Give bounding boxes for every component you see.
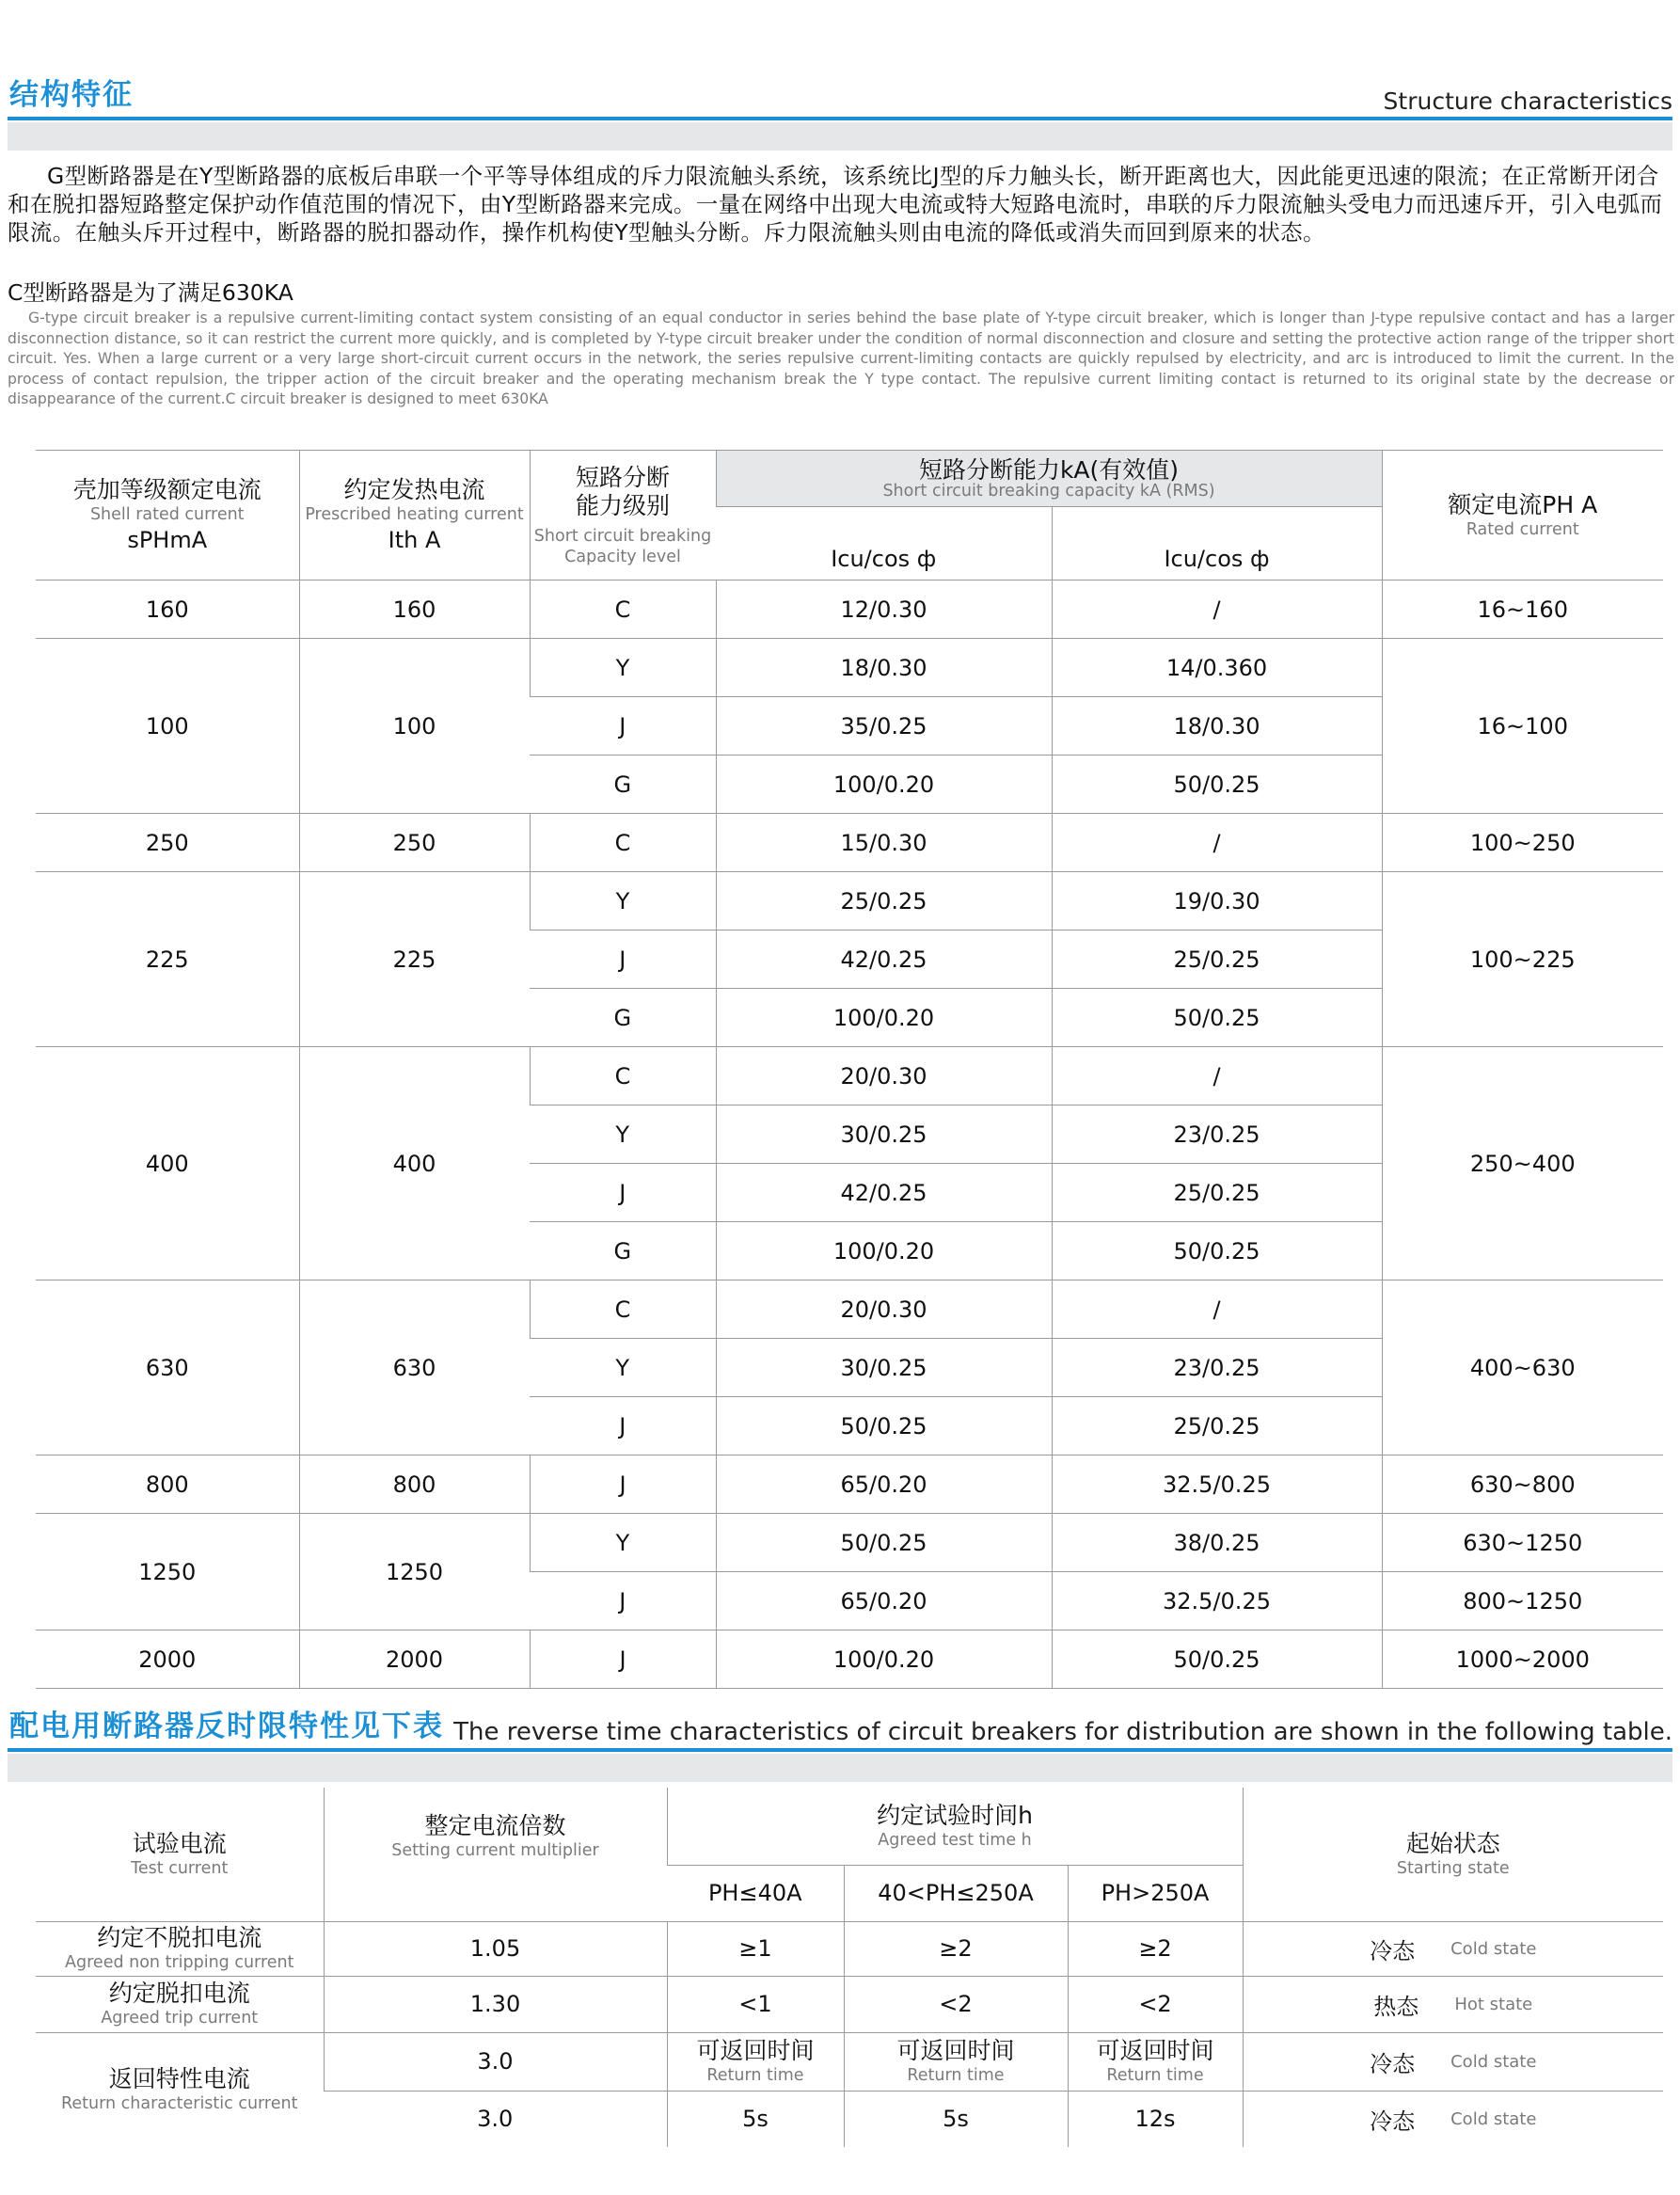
cell-icu-1: 25/0.25 (716, 872, 1052, 930)
cell-level: Y (530, 1514, 716, 1572)
header-multiplier: 整定电流倍数 Setting current multiplier (324, 1788, 667, 1921)
section-title-cn: 结构特征 (9, 78, 134, 112)
cell-icu-2: / (1052, 1047, 1382, 1105)
cell-level: C (530, 1047, 716, 1105)
header-rated-current: 额定电流PH A Rated current (1382, 451, 1663, 581)
cell-icu-1: 42/0.25 (716, 1164, 1052, 1222)
cell-heating-current: 800 (299, 1455, 530, 1514)
cell-level: J (530, 1164, 716, 1222)
section-title-en: The reverse time characteristics of circuit breakers for distribution are shown in the following table. (453, 1718, 1672, 1746)
cell-icu-2: 25/0.25 (1052, 1397, 1382, 1455)
table-row (36, 872, 1663, 930)
cell-level: Y (530, 639, 716, 697)
table-row (36, 1455, 1663, 1514)
header-test-current: 试验电流 Test current (36, 1788, 324, 1921)
section-rule (8, 1748, 1672, 1752)
cell-level: C (530, 581, 716, 639)
cell-shell-current: 800 (36, 1455, 299, 1514)
cell-level: Y (530, 1339, 716, 1397)
cell-level: Y (530, 872, 716, 930)
breaking-capacity-table (36, 450, 1663, 1689)
cell-icu-2: 18/0.30 (1052, 697, 1382, 756)
cell-icu-1: 100/0.20 (716, 989, 1052, 1047)
header-starting-state: 起始状态 Starting state (1243, 1788, 1663, 1921)
cell-icu-1: 65/0.20 (716, 1572, 1052, 1630)
section-rule (8, 117, 1672, 120)
cell-icu-2: 23/0.25 (1052, 1105, 1382, 1164)
grey-band (8, 122, 1672, 151)
table-row: 返回特性电流 Return characteristic current 3.0 可返回时间 Return time 可返回时间 Return time 可返回时间 Return time 冷态 Cold state (36, 2032, 1663, 2091)
cell-icu-2: 32.5/0.25 (1052, 1455, 1382, 1514)
cell-shell-current: 100 (36, 639, 299, 814)
cell-icu-2: / (1052, 814, 1382, 872)
cell-level: G (530, 989, 716, 1047)
cell-icu-1: 35/0.25 (716, 697, 1052, 756)
cell-icu-1: 30/0.25 (716, 1339, 1052, 1397)
cell-level: C (530, 814, 716, 872)
cell-heating-current: 1250 (299, 1514, 530, 1630)
reverse-time-table (36, 1788, 1663, 2147)
header-col-ph250: 40<PH≤250A (844, 1865, 1068, 1921)
cell-heating-current: 160 (299, 581, 530, 639)
cell-icu-1: 12/0.30 (716, 581, 1052, 639)
cell-level: J (530, 1455, 716, 1514)
table-row (36, 1514, 1663, 1572)
table-row (36, 814, 1663, 872)
cell-shell-current: 250 (36, 814, 299, 872)
cell-shell-current: 630 (36, 1280, 299, 1455)
section-title-en: Structure characteristics (1383, 87, 1672, 115)
cell-level: G (530, 756, 716, 814)
cell-icu-1: 18/0.30 (716, 639, 1052, 697)
cell-icu-1: 20/0.30 (716, 1047, 1052, 1105)
cell-level: J (530, 1630, 716, 1689)
cell-icu-2: 50/0.25 (1052, 989, 1382, 1047)
intro-line-cn: C型断路器是为了满足630KA (8, 279, 293, 306)
cell-icu-1: 65/0.20 (716, 1455, 1052, 1514)
intro-paragraph-cn: G型断路器是在Y型断路器的底板后串联一个平等导体组成的斥力限流触头系统，该系统比J型的斥力触头长，断开距离也大，因此能更迅速的限流；在正常断开闭合和在脱扣器短路整定保护动作值范围的情况下，由Y型断路器来完成。一量在网络中出现大电流或特大短路电流时，串联的斥力限流触头受电力而迅速斥开，引入电弧而限流。在触头斥开过程中，断路器的脱扣器动作，操作机构使Y型触头分断。斥力限流触头则由电流的降低或消失而回到原来的状态。 (8, 163, 1663, 246)
cell-icu-2: 32.5/0.25 (1052, 1572, 1382, 1630)
cell-level: G (530, 1222, 716, 1280)
cell-shell-current: 2000 (36, 1630, 299, 1689)
cell-icu-1: 50/0.25 (716, 1514, 1052, 1572)
cell-icu-2: 19/0.30 (1052, 872, 1382, 930)
header-col-ph40: PH≤40A (667, 1865, 844, 1921)
cell-icu-1: 20/0.30 (716, 1280, 1052, 1339)
cell-icu-1: 100/0.20 (716, 1630, 1052, 1689)
section-header-reverse-time (8, 1694, 1672, 1752)
cell-icu-2: 38/0.25 (1052, 1514, 1382, 1572)
cell-shell-current: 400 (36, 1047, 299, 1280)
cell-icu-1: 42/0.25 (716, 930, 1052, 989)
table-row: 约定不脱扣电流 Agreed non tripping current 1.05 ≥1 ≥2 ≥2 冷态 Cold state (36, 1921, 1663, 1976)
cell-rated-current: 16~160 (1382, 581, 1663, 639)
cell-heating-current: 2000 (299, 1630, 530, 1689)
cell-level: J (530, 697, 716, 756)
section-title-cn: 配电用断路器反时限特性见下表 (9, 1710, 444, 1743)
cell-icu-1: 100/0.20 (716, 1222, 1052, 1280)
cell-icu-1: 30/0.25 (716, 1105, 1052, 1164)
cell-shell-current: 225 (36, 872, 299, 1047)
cell-heating-current: 250 (299, 814, 530, 872)
table-row (36, 1280, 1663, 1339)
cell-level: J (530, 930, 716, 989)
cell-icu-2: / (1052, 1280, 1382, 1339)
cell-icu-2: 50/0.25 (1052, 1630, 1382, 1689)
cell-icu-2: 23/0.25 (1052, 1339, 1382, 1397)
cell-shell-current: 1250 (36, 1514, 299, 1630)
intro-paragraph-en: G-type circuit breaker is a repulsive current-limiting contact system consisting of an equal conductor in series behind the base plate of Y-type circuit breaker, which is longer than J-type repulsive contact and has a larger disconnection distance, so it can restrict the current more quickly, and is completed by Y-type circuit breaker under the condition of normal disconnection and closure and setting the protective action range of the tripper short circuit. Yes. When a large current or a very large short-circuit current occurs in the network, the series repulsive current-limiting contacts are quickly repulsed by electricity, and arc is introduced to limit the current. In the process of contact repulsion, the tripper action of the circuit breaker and the operating mechanism break the Y type contact. The repulsive current limiting contact is returned to its original state by the decrease or disappearance of the current.C circuit breaker is designed to meet 630KA (8, 310, 1674, 407)
cell-rated-current: 100~250 (1382, 814, 1663, 872)
cell-icu-2: 50/0.25 (1052, 756, 1382, 814)
cell-heating-current: 400 (299, 1047, 530, 1280)
header-heating-current: 约定发热电流 Prescribed heating current Ith A (299, 451, 530, 581)
header-col-ph250plus: PH>250A (1068, 1865, 1243, 1921)
cell-heating-current: 100 (299, 639, 530, 814)
cell-icu-2: / (1052, 581, 1382, 639)
section-header-structure (8, 60, 1672, 120)
cell-rated-current: 630~1250 (1382, 1514, 1663, 1572)
header-breaking-level: 短路分断 能力级别 Short circuit breaking Capacity level (530, 451, 716, 581)
table-row (36, 1630, 1663, 1689)
header-breaking-capacity: 短路分断能力kA(有效值) Short circuit breaking capacity kA (RMS) (716, 451, 1382, 507)
cell-heating-current: 225 (299, 872, 530, 1047)
table-row (36, 581, 1663, 639)
cell-icu-2: 50/0.25 (1052, 1222, 1382, 1280)
cell-level: C (530, 1280, 716, 1339)
cell-rated-current: 630~800 (1382, 1455, 1663, 1514)
cell-heating-current: 630 (299, 1280, 530, 1455)
cell-rated-current: 250~400 (1382, 1047, 1663, 1280)
cell-icu-1: 50/0.25 (716, 1397, 1052, 1455)
cell-shell-current: 160 (36, 581, 299, 639)
cell-rated-current: 16~100 (1382, 639, 1663, 814)
table-row: 3.0 5s 5s 12s 冷态 Cold state (36, 2091, 1663, 2147)
cell-level: J (530, 1572, 716, 1630)
cell-icu-2: 14/0.360 (1052, 639, 1382, 697)
header-icu-1: Icu/cos ф (716, 507, 1052, 581)
cell-rated-current: 800~1250 (1382, 1572, 1663, 1630)
cell-icu-2: 25/0.25 (1052, 930, 1382, 989)
cell-icu-1: 15/0.30 (716, 814, 1052, 872)
grey-band (8, 1754, 1672, 1782)
table-row: 约定脱扣电流 Agreed trip current 1.30 <1 <2 <2 热态 Hot state (36, 1976, 1663, 2032)
header-test-time: 约定试验时间h Agreed test time h (667, 1788, 1243, 1865)
table-row (36, 1047, 1663, 1105)
cell-rated-current: 400~630 (1382, 1280, 1663, 1455)
table-row (36, 639, 1663, 697)
cell-icu-1: 100/0.20 (716, 756, 1052, 814)
cell-rated-current: 100~225 (1382, 872, 1663, 1047)
cell-level: J (530, 1397, 716, 1455)
header-icu-2: Icu/cos ф (1052, 507, 1382, 581)
header-shell-current: 壳加等级额定电流 Shell rated current sPHmA (36, 451, 299, 581)
cell-icu-2: 25/0.25 (1052, 1164, 1382, 1222)
cell-level: Y (530, 1105, 716, 1164)
cell-rated-current: 1000~2000 (1382, 1630, 1663, 1689)
